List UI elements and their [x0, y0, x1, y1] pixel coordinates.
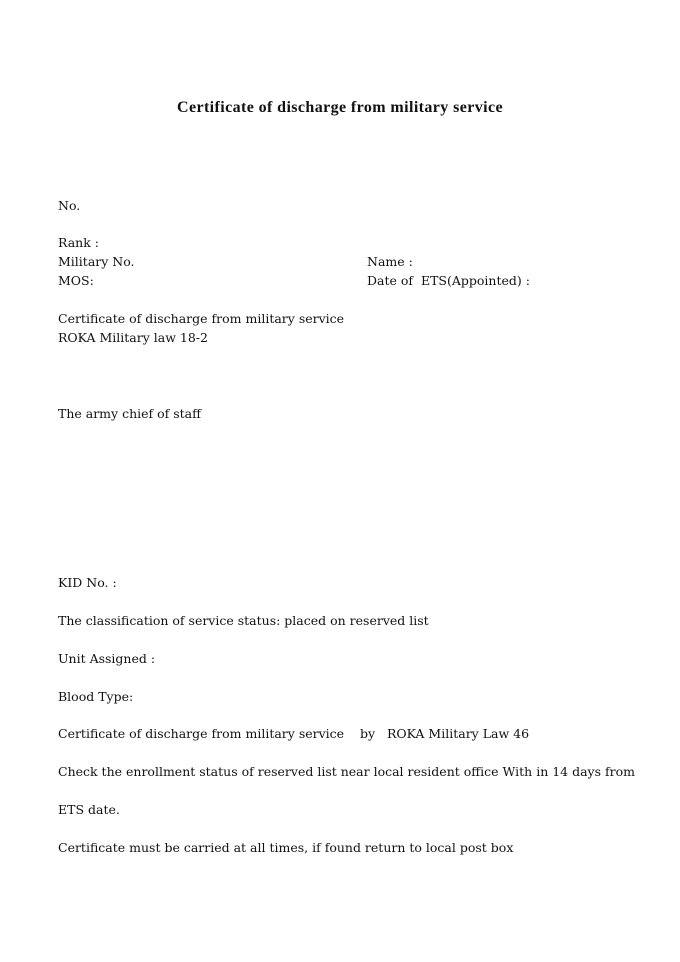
no-label: No. [58, 198, 81, 213]
date-of-ets-label: Date of ETS(Appointed) : [367, 273, 530, 288]
service-status-classification: The classification of service status: placed on reserved list [58, 613, 429, 628]
law-reference: Certificate of discharge from military service by ROKA Military Law 46 [58, 726, 530, 741]
document-title: Certificate of discharge from military service [177, 99, 503, 116]
kid-no-label: KID No. : [58, 575, 117, 590]
ets-date-line: ETS date. [58, 802, 120, 817]
carry-notice: Certificate must be carried at all times, if found return to local post box [58, 840, 514, 855]
mos-label: MOS: [58, 273, 94, 288]
unit-assigned-label: Unit Assigned : [58, 651, 156, 666]
rank-label: Rank : [58, 235, 99, 250]
statement-line-1: Certificate of discharge from military service [58, 311, 345, 326]
military-no-label: Military No. [58, 254, 135, 269]
statement-line-2: ROKA Military law 18-2 [58, 330, 208, 345]
blood-type-label: Blood Type: [58, 689, 134, 704]
issuer: The army chief of staff [58, 406, 202, 421]
enrollment-check-notice: Check the enrollment status of reserved list near local resident office With in 14 days from [58, 764, 635, 779]
name-label: Name : [367, 254, 413, 269]
